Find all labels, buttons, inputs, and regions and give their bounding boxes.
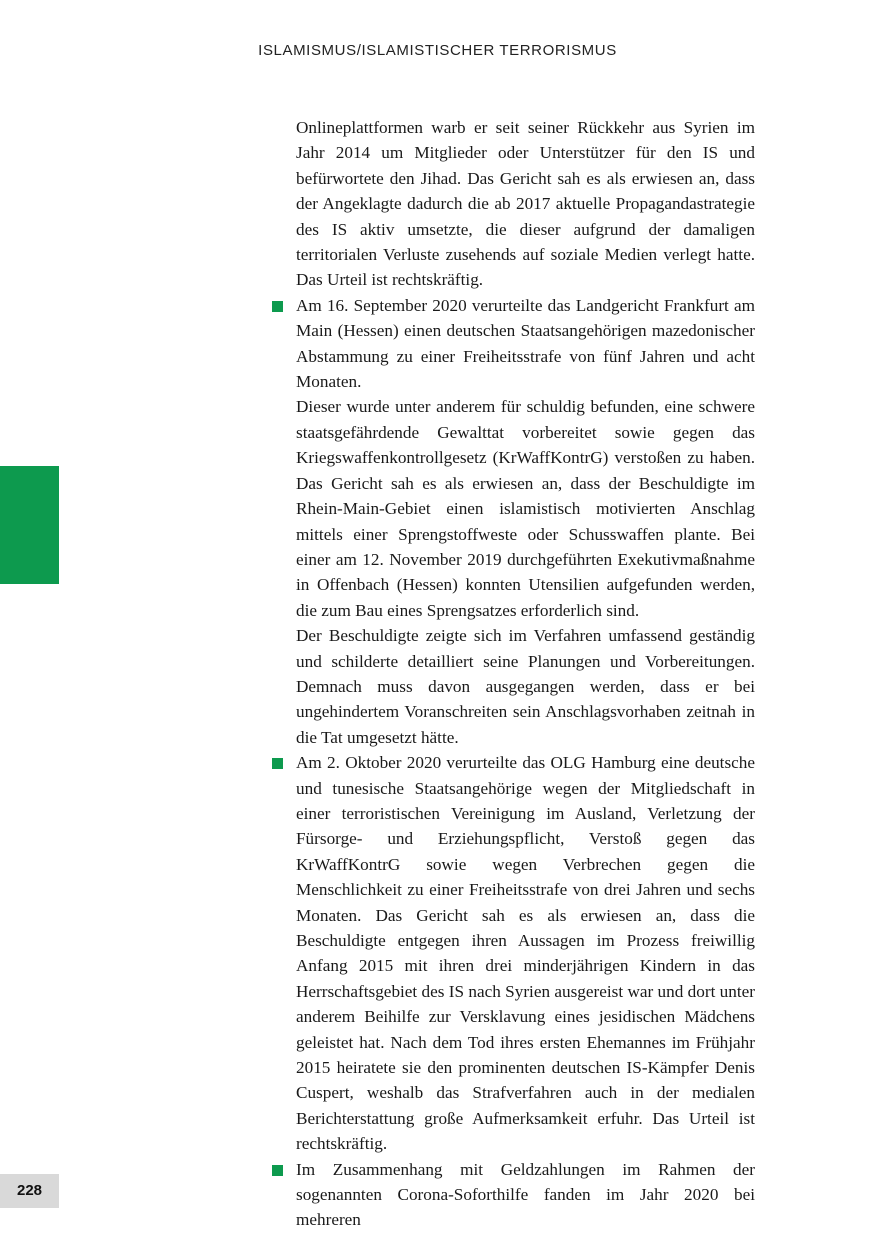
square-bullet-icon: [272, 1165, 283, 1176]
chapter-marker-tab: [0, 466, 59, 584]
list-item-paragraph: Am 16. September 2020 verurteilte das Landgericht Frankfurt am Main (Hessen) einen deutschen Staatsangehörigen mazedonischer Abstammung zu einer Freiheitsstrafe von fünf Jahren und acht Monaten.: [296, 295, 755, 392]
square-bullet-icon: [272, 301, 283, 312]
list-item: [296, 293, 755, 750]
list-item-paragraph: Der Beschuldigte zeigte sich im Verfahren umfassend geständig und schilderte detailliert seine Planungen und Vorbereitungen. Demnach muss davon ausgegangen werden, dass er bei ungehindertem Voranschreiten sein Anschlagsvorhaben zeitnah in die Tat umgesetzt hätte.: [296, 626, 755, 747]
main-text: [296, 115, 755, 1233]
list-item-paragraph: Im Zusammenhang mit Geldzahlungen im Rahmen der sogenannten Corona-Soforthilfe fanden im Jahr 2020 bei mehreren: [296, 1159, 755, 1230]
intro-paragraph: Onlineplattformen warb er seit seiner Rückkehr aus Syrien im Jahr 2014 um Mitglieder oder Unterstützer für den IS und befürwortete den Jihad. Das Gericht sah es als erwiesen an, dass der Angeklagte dadurch die ab 2017 aktuelle Propagandastrategie des IS aktiv umsetzte, die dieser aufgrund der damaligen territorialen Verluste zusehends auf soziale Medien verlegt hatte. Das Urteil ist rechtskräftig.: [296, 118, 755, 290]
list-item-paragraph: Dieser wurde unter anderem für schuldig befunden, eine schwere staatsgefährdende Gewalttat vorbereitet sowie gegen das Kriegswaffenkontrollgesetz (KrWaffKontrG) verstoßen zu haben. Das Gericht sah es als erwiesen an, dass der Beschuldigte im Rhein-Main-Gebiet einen islamistisch motivierten Anschlag mittels einer Sprengstoffweste oder Schusswaffen plante. Bei einer am 12. November 2019 durchgeführten Exekutivmaßnahme in Offenbach (Hessen) konnten Utensilien aufgefunden werden, die zum Bau eines Sprengsatzes erforderlich sind.: [296, 397, 755, 620]
square-bullet-icon: [272, 758, 283, 769]
list-item-paragraph: Am 2. Oktober 2020 verurteilte das OLG Hamburg eine deutsche und tunesische Staatsangehörige wegen der Mitgliedschaft in einer terroristischen Vereinigung im Ausland, Verletzung der Fürsorge- und Erziehungspflicht, Verstoß gegen das KrWaffKontrG sowie wegen Verbrechen gegen die Menschlichkeit zu einer Freiheitsstrafe von drei Jahren und sechs Monaten. Das Gericht sah es als erwiesen an, dass die Beschuldigte entgegen ihren Aussagen im Prozess freiwillig Anfang 2015 mit ihren drei minderjährigen Kindern in das Herrschaftsgebiet des IS nach Syrien ausgereist war und dort unter anderem Beihilfe zur Versklavung eines jesidischen Mädchens geleistet hat. Nach dem Tod ihres ersten Ehemannes im Frühjahr 2015 heiratete sie den prominenten deutschen IS-Kämpfer Denis Cuspert, weshalb das Strafverfahren auch in der medialen Berichterstattung große Aufmerksamkeit erfuhr. Das Urteil ist rechtskräftig.: [296, 753, 755, 1154]
list-item: [296, 1157, 755, 1233]
list-item: [296, 750, 755, 1157]
page-number: 228: [0, 1174, 59, 1208]
running-header: ISLAMISMUS/ISLAMISTISCHER TERRORISMUS: [258, 42, 617, 59]
